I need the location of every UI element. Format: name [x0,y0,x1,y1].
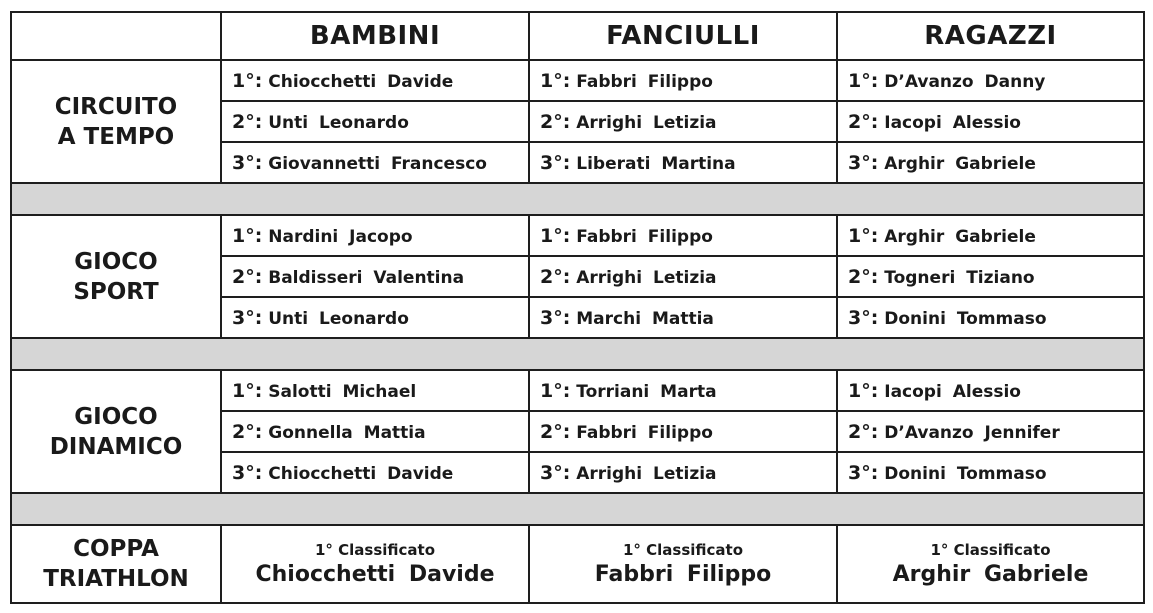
separator-row [11,183,1144,215]
athlete-name: Baldisseri Valentina [268,267,465,288]
placement-rank: 2°: [232,420,263,443]
result-cell [837,256,1144,297]
placement-rank: 3°: [232,306,263,329]
athlete-name: Arrighi Letizia [576,112,717,133]
results-table [10,11,1145,604]
result-cell [221,142,529,183]
athlete-name: Iacopi Alessio [884,112,1021,133]
category-title [11,525,221,603]
separator-band [11,183,1144,215]
athlete-name: Fabbri Filippo [576,226,713,247]
result-cell [837,452,1144,493]
placement-rank: 2°: [232,110,263,133]
result-cell [837,411,1144,452]
coppa-winner-cell [529,525,837,603]
placement-rank: 1°: [232,379,263,402]
athlete-name: Donini Tommaso [884,463,1047,484]
placement-rank: 2°: [232,265,263,288]
category-title-line: CIRCUITO [54,93,178,120]
separator-band [11,493,1144,525]
athlete-name: Gonnella Mattia [268,422,426,443]
athlete-name: Arghir Gabriele [884,153,1036,174]
result-cell [529,101,837,142]
placement-rank: 1°: [540,224,571,247]
placement-rank: 2°: [540,265,571,288]
athlete-name: Fabbri Filippo [576,71,713,92]
coppa-triathlon-row [11,525,1144,603]
result-cell [221,411,529,452]
placement-rank: 1°: [848,224,879,247]
category-title [11,370,221,493]
result-cell [529,370,837,411]
athlete-name: Salotti Michael [268,381,417,402]
athlete-name: Arghir Gabriele [884,226,1036,247]
category-title-line: SPORT [73,278,159,305]
result-cell [221,452,529,493]
category-title [11,60,221,183]
placement-rank: 1°: [540,379,571,402]
classification-label: 1° Classificato [622,541,744,559]
coppa-winner-cell [221,525,529,603]
placement-rank: 3°: [540,306,571,329]
header-fanciulli: FANCIULLI [529,12,837,60]
table-row [11,60,1144,101]
athlete-name: Iacopi Alessio [884,381,1021,402]
athlete-name: Donini Tommaso [884,308,1047,329]
result-cell [837,215,1144,256]
header-ragazzi: RAGAZZI [837,12,1144,60]
result-cell [529,60,837,101]
athlete-name: Arrighi Letizia [576,463,717,484]
athlete-name: Torriani Marta [576,381,717,402]
category-title-line: GIOCO [74,403,158,430]
athlete-name: Giovannetti Francesco [268,153,487,174]
placement-rank: 1°: [232,224,263,247]
category-title-line: COPPA [73,536,159,562]
placement-rank: 2°: [848,420,879,443]
header-corner-cell [11,12,221,60]
placement-rank: 1°: [848,379,879,402]
athlete-name: Chiocchetti Davide [268,463,454,484]
classification-label: 1° Classificato [930,541,1051,559]
results-table-frame [10,11,1143,603]
placement-rank: 3°: [232,151,263,174]
result-cell [221,101,529,142]
result-cell [529,142,837,183]
result-cell [221,215,529,256]
result-cell [837,370,1144,411]
header-bambini: BAMBINI [221,12,529,60]
result-cell [529,297,837,338]
athlete-name: Unti Leonardo [268,308,409,329]
placement-rank: 3°: [540,151,571,174]
winner-name: Arghir Gabriele [892,562,1089,587]
result-cell [221,60,529,101]
category-title-line: TRIATHLON [43,566,189,592]
results-table-body [11,12,1144,603]
winner-name: Chiocchetti Davide [255,562,495,587]
result-cell [837,142,1144,183]
result-cell [529,452,837,493]
separator-row [11,493,1144,525]
placement-rank: 3°: [848,461,879,484]
athlete-name: Togneri Tiziano [884,267,1035,288]
placement-rank: 3°: [848,306,879,329]
placement-rank: 2°: [540,420,571,443]
placement-rank: 1°: [232,69,263,92]
result-cell [837,101,1144,142]
classification-label: 1° Classificato [314,541,436,559]
placement-rank: 2°: [848,265,879,288]
athlete-name: D’Avanzo Jennifer [884,422,1060,443]
separator-row [11,338,1144,370]
placement-rank: 1°: [848,69,879,92]
result-cell [837,297,1144,338]
category-title-line: A TEMPO [57,123,175,150]
coppa-winner-cell [837,525,1144,603]
athlete-name: Fabbri Filippo [576,422,713,443]
result-cell [837,60,1144,101]
placement-rank: 3°: [540,461,571,484]
result-cell [221,297,529,338]
result-cell [221,256,529,297]
result-cell [529,256,837,297]
result-cell [529,411,837,452]
placement-rank: 3°: [232,461,263,484]
result-cell [221,370,529,411]
category-title-line: DINAMICO [49,433,183,460]
table-row [11,370,1144,411]
category-title-line: GIOCO [74,248,158,275]
result-cell [529,215,837,256]
athlete-name: Nardini Jacopo [268,226,413,247]
table-row [11,215,1144,256]
category-title [11,215,221,338]
athlete-name: Arrighi Letizia [576,267,717,288]
athlete-name: Chiocchetti Davide [268,71,454,92]
athlete-name: Liberati Martina [576,153,736,174]
header-row [11,12,1144,60]
winner-name: Fabbri Filippo [594,562,772,587]
placement-rank: 2°: [848,110,879,133]
athlete-name: Unti Leonardo [268,112,409,133]
placement-rank: 2°: [540,110,571,133]
athlete-name: D’Avanzo Danny [884,71,1046,92]
placement-rank: 1°: [540,69,571,92]
separator-band [11,338,1144,370]
athlete-name: Marchi Mattia [576,308,714,329]
placement-rank: 3°: [848,151,879,174]
